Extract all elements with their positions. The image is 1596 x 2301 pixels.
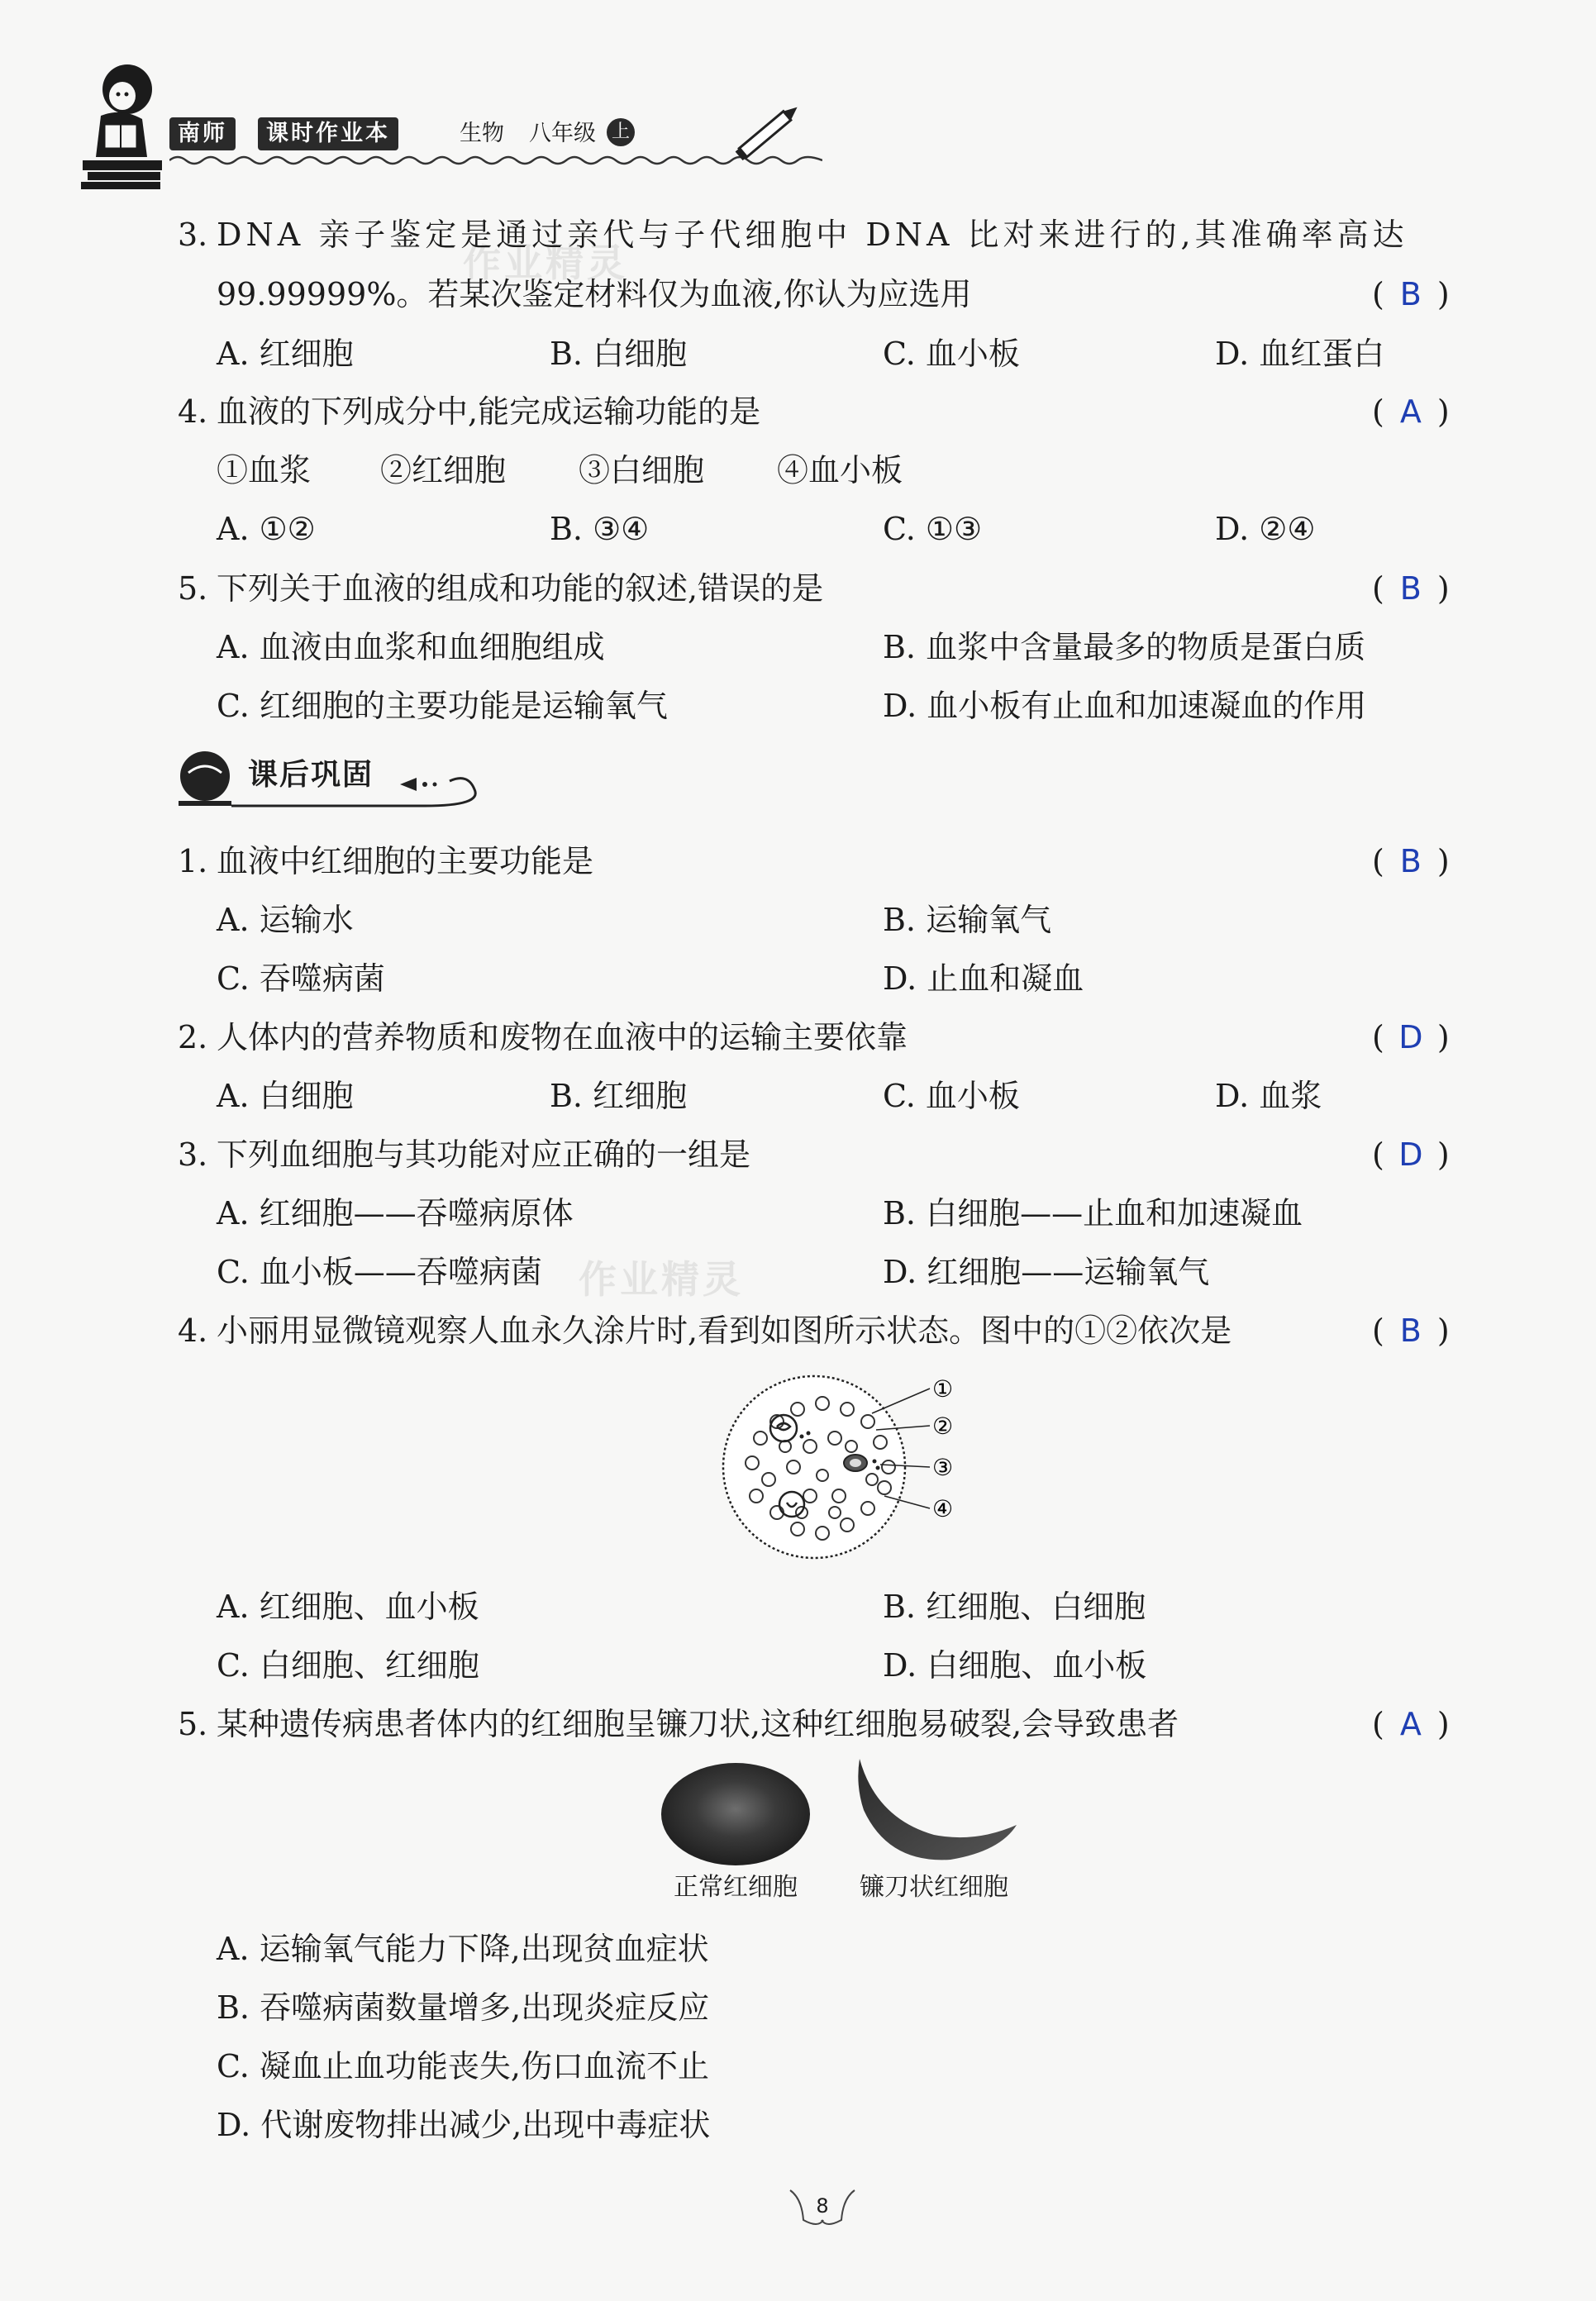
option: A. 运输水 <box>217 902 354 938</box>
option: B. 红细胞、白细胞 <box>883 1589 1146 1625</box>
question-stem: DNA 亲子鉴定是通过亲代与子代细胞中 DNA 比对来进行的,其准确率高达 <box>217 217 1408 253</box>
figure-label: ② <box>932 1413 954 1440</box>
answer-bracket: ( B ) <box>1372 838 1450 884</box>
option: B. 红细胞 <box>550 1078 688 1114</box>
item: ④血小板 <box>777 452 903 488</box>
option: A. ①② <box>217 511 316 547</box>
question-stem: 血液中红细胞的主要功能是 <box>217 843 594 879</box>
pencil-icon <box>727 91 810 174</box>
question-stem: 人体内的营养物质和废物在血液中的运输主要依靠 <box>217 1019 908 1055</box>
option: A. 运输氧气能力下降,出现贫血症状 <box>217 1931 709 1967</box>
red-blood-cell-figure <box>653 1752 1033 1876</box>
item: ②红细胞 <box>380 452 507 488</box>
question-number: 4. <box>178 393 208 430</box>
answer-choice: B <box>1399 1312 1422 1349</box>
question-stem: 小丽用显微镜观察人血永久涂片时,看到如图所示状态。图中的①②依次是 <box>217 1312 1232 1349</box>
question-stem: 99.99999%。若某次鉴定材料仅为血液,你认为应选用 <box>217 276 972 312</box>
option: A. 红细胞 <box>217 336 354 372</box>
answer-bracket: ( B ) <box>1372 565 1450 612</box>
option: C. 血小板 <box>883 336 1020 372</box>
answer-choice: D <box>1398 1136 1423 1173</box>
watermark: 作业精灵 <box>579 1257 744 1302</box>
figure-label: ③ <box>932 1454 954 1481</box>
item: ①血浆 <box>217 452 312 488</box>
question-number: 1. <box>178 843 208 879</box>
question-number: 5. <box>178 1706 208 1742</box>
option: A. 白细胞 <box>217 1078 354 1114</box>
answer-choice: A <box>1399 393 1422 430</box>
answer-bracket: ( D ) <box>1372 1014 1450 1060</box>
header-wavy-line <box>169 150 822 175</box>
student-reading-logo-icon <box>76 58 167 190</box>
figure-caption: 正常红细胞 <box>674 1873 798 1902</box>
series-badge: 课时作业本 <box>258 117 398 150</box>
answer-choice: B <box>1399 570 1422 607</box>
question-number: 2. <box>178 1019 208 1055</box>
option: C. 凝血止血功能丧失,伤口血流不止 <box>217 2048 709 2084</box>
option: B. ③④ <box>550 511 650 547</box>
option: D. 止血和凝血 <box>883 960 1084 997</box>
brand-badge: 南师 <box>169 117 236 150</box>
answer-choice: A <box>1399 1706 1422 1742</box>
option: C. 吞噬病菌 <box>217 960 385 997</box>
answer-bracket: ( A ) <box>1372 1701 1450 1747</box>
option: B. 吞噬病菌数量增多,出现炎症反应 <box>217 1989 710 2026</box>
figure-caption: 镰刀状红细胞 <box>860 1873 1008 1902</box>
item: ③白细胞 <box>579 452 705 488</box>
option: D. 血红蛋白 <box>1215 336 1385 372</box>
option: D. 血浆 <box>1215 1078 1322 1114</box>
question-stem: 血液的下列成分中,能完成运输功能的是 <box>217 393 761 430</box>
option: C. 血小板——吞噬病菌 <box>217 1254 542 1290</box>
option: C. 血小板 <box>883 1078 1020 1114</box>
answer-choice: B <box>1399 843 1422 879</box>
question-number: 3. <box>178 1136 208 1173</box>
option: A. 红细胞——吞噬病原体 <box>217 1195 574 1231</box>
option: D. 代谢废物排出减少,出现中毒症状 <box>217 2107 711 2143</box>
option: D. 红细胞——运输氧气 <box>883 1254 1210 1290</box>
blood-smear-figure <box>719 1364 967 1562</box>
option: B. 运输氧气 <box>883 902 1052 938</box>
option: B. 白细胞——止血和加速凝血 <box>883 1195 1303 1231</box>
answer-bracket: ( D ) <box>1372 1131 1450 1178</box>
question-number: 4. <box>178 1312 208 1349</box>
option: B. 血浆中含量最多的物质是蛋白质 <box>883 629 1366 665</box>
answer-choice: D <box>1398 1019 1423 1055</box>
question-number: 5. <box>178 570 208 607</box>
answer-bracket: ( B ) <box>1372 1308 1450 1354</box>
grade-label: 八年级 <box>529 121 596 146</box>
question-stem: 下列血细胞与其功能对应正确的一组是 <box>217 1136 751 1173</box>
option: C. ①③ <box>883 511 983 547</box>
answer-choice: B <box>1399 276 1422 312</box>
page-number: 8 <box>816 2194 829 2218</box>
figure-label: ④ <box>932 1495 954 1522</box>
semester-badge: 上 <box>607 118 635 146</box>
option: D. 白细胞、血小板 <box>883 1647 1147 1684</box>
option: A. 血液由血浆和血细胞组成 <box>217 629 605 665</box>
option: C. 白细胞、红细胞 <box>217 1647 479 1684</box>
subject-label: 生物 <box>460 121 504 146</box>
question-number: 3. <box>178 217 208 253</box>
section-title: 课后巩固 <box>248 758 374 792</box>
option: B. 白细胞 <box>550 336 688 372</box>
option: A. 红细胞、血小板 <box>217 1589 479 1625</box>
question-stem: 下列关于血液的组成和功能的叙述,错误的是 <box>217 570 824 607</box>
watermark: 作业精灵 <box>463 241 628 285</box>
question-stem: 某种遗传病患者体内的红细胞呈镰刀状,这种红细胞易破裂,会导致患者 <box>217 1706 1179 1742</box>
option: D. ②④ <box>1215 511 1316 547</box>
option: D. 血小板有止血和加速凝血的作用 <box>883 688 1367 724</box>
option: C. 红细胞的主要功能是运输氧气 <box>217 688 668 724</box>
figure-label: ① <box>932 1375 954 1403</box>
answer-bracket: ( A ) <box>1372 388 1450 435</box>
answer-bracket: ( B ) <box>1372 271 1450 317</box>
